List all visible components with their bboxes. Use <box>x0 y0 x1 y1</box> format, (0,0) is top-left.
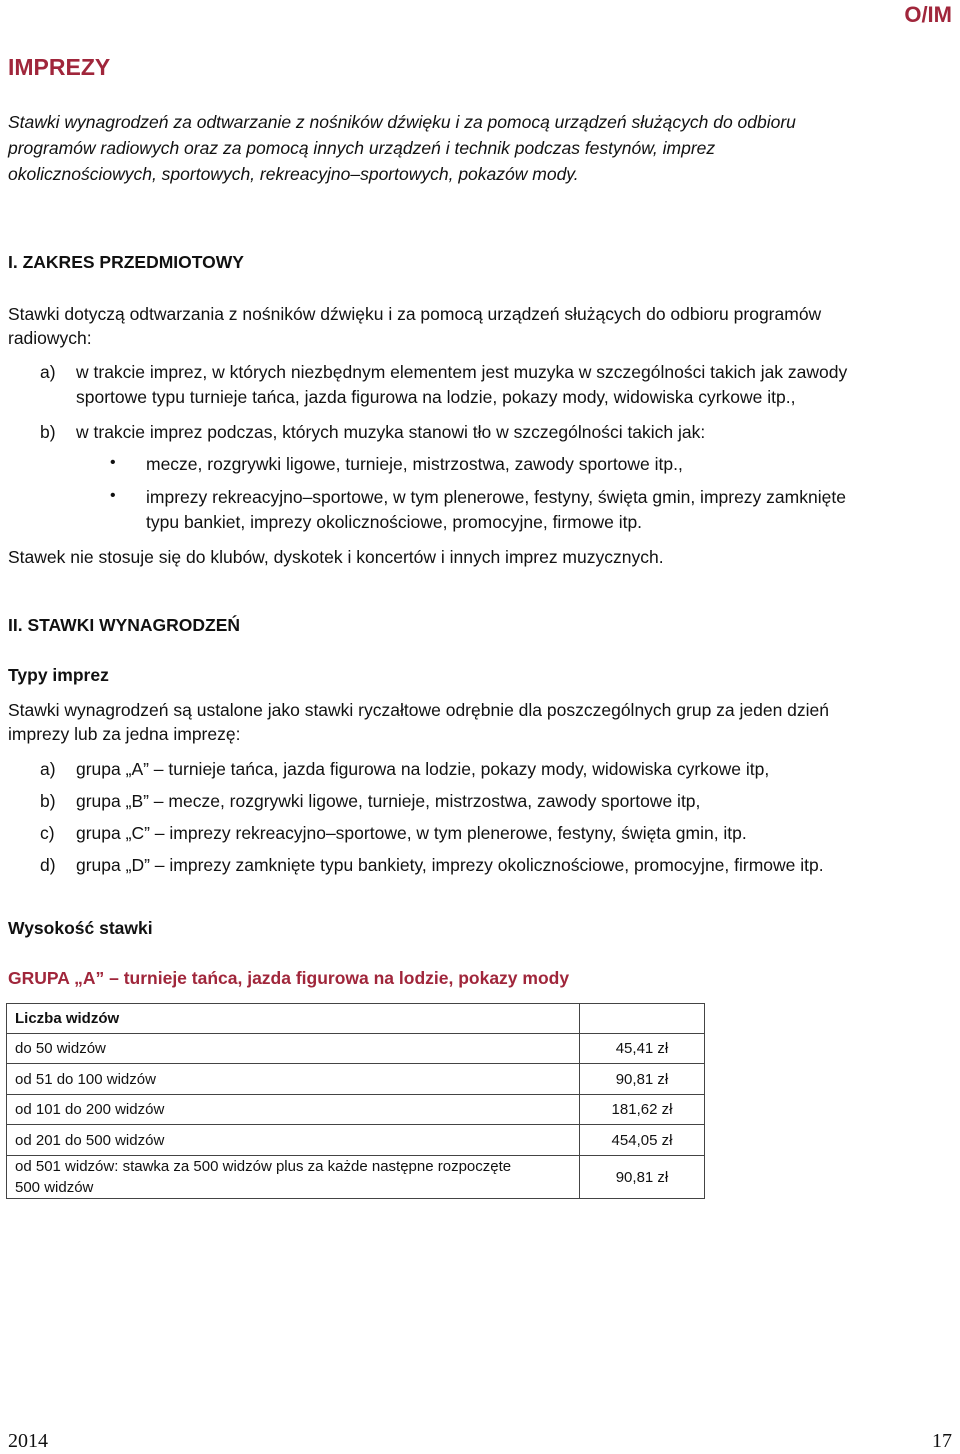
intro-line: Stawki wynagrodzeń za odtwarzanie z nośników dźwięku i za pomocą urządzeń służących do odbioru <box>8 112 796 132</box>
list-marker: a) <box>40 362 56 382</box>
types-subheading: Typy imprez <box>8 665 109 685</box>
rates-table <box>6 1003 705 1199</box>
table-header-cell <box>580 1004 705 1034</box>
table-cell-value: 454,05 zł <box>580 1125 705 1156</box>
lead-line: imprezy lub za jedna imprezę: <box>8 724 241 744</box>
bullet-item-line: imprezy rekreacyjno–sportowe, w tym plenerowe, festyny, święta gmin, imprezy zamknięte <box>146 487 846 507</box>
intro-paragraph <box>8 109 928 187</box>
list-marker: b) <box>40 422 56 442</box>
group-a-heading: GRUPA „A” – turnieje tańca, jazda figurowa na lodzie, pokazy mody <box>8 968 570 988</box>
table-row <box>7 1095 705 1125</box>
table-row <box>7 1125 705 1156</box>
list-item-line: w trakcie imprez podczas, których muzyka stanowi tło w szczególności takich jak: <box>76 422 706 442</box>
list-marker: b) <box>40 791 56 811</box>
section2-lead <box>8 698 954 746</box>
table-cell-label: od 51 do 100 widzów <box>7 1064 580 1095</box>
list-item-line: w trakcie imprez, w których niezbędnym elementem jest muzyka w szczególności takich jak zawody <box>76 362 848 382</box>
table-row <box>7 1034 705 1064</box>
bullet-item <box>146 485 956 535</box>
intro-line: programów radiowych oraz za pomocą innych urządzeń i technik podczas festynów, imprez <box>8 138 716 158</box>
page-title: IMPREZY <box>8 54 111 80</box>
table-cell-value: 181,62 zł <box>580 1095 705 1125</box>
lead-line: Stawki wynagrodzeń są ustalone jako stawki ryczałtowe odrębnie dla poszczególnych grup za jeden dzień <box>8 700 830 720</box>
section1-heading: I. ZAKRES PRZEDMIOTOWY <box>8 252 244 272</box>
footer-year: 2014 <box>8 1430 48 1452</box>
table-cell-label: od 201 do 500 widzów <box>7 1125 580 1156</box>
table-cell-value: 45,41 zł <box>580 1034 705 1064</box>
list-item-line: sportowe typu turnieje tańca, jazda figurowa na lodzie, pokazy mody, widowiska cyrkowe itp., <box>76 387 796 407</box>
table-cell-value: 90,81 zł <box>580 1156 705 1199</box>
intro-line: okolicznościowych, sportowych, rekreacyjno–sportowych, pokazów mody. <box>8 164 579 184</box>
group-item: grupa „A” – turnieje tańca, jazda figurowa na lodzie, pokazy mody, widowiska cyrkowe itp, <box>76 759 770 779</box>
table-cell-line: od 501 widzów: stawka za 500 widzów plus za każde następne rozpoczęte <box>15 1158 512 1175</box>
bullet-item-line: mecze, rozgrywki ligowe, turnieje, mistrzostwa, zawody sportowe itp., <box>146 454 683 474</box>
page-number: 17 <box>932 1430 952 1452</box>
section1-lead <box>8 302 954 350</box>
exclusion-note: Stawek nie stosuje się do klubów, dyskotek i koncertów i innych imprez muzycznych. <box>8 547 664 567</box>
table-cell-label <box>7 1156 580 1199</box>
group-item: grupa „B” – mecze, rozgrywki ligowe, turnieje, mistrzostwa, zawody sportowe itp, <box>76 791 701 811</box>
list-marker: d) <box>40 855 56 875</box>
group-item: grupa „D” – imprezy zamknięte typu bankiety, imprezy okolicznościowe, promocyjne, firmowe itp. <box>76 855 824 875</box>
lead-line: Stawki dotyczą odtwarzania z nośników dźwięku i za pomocą urządzeń służących do odbioru programów <box>8 304 822 324</box>
table-row <box>7 1156 705 1199</box>
bullet-item-line: typu bankiet, imprezy okolicznościowe, promocyjne, firmowe itp. <box>146 512 643 532</box>
table-cell-line: 500 widzów <box>15 1179 94 1196</box>
rate-heading: Wysokość stawki <box>8 918 153 938</box>
bullet-icon: • <box>110 487 116 504</box>
document-code: O/IM <box>904 2 952 27</box>
table-cell-label: od 101 do 200 widzów <box>7 1095 580 1125</box>
section2-heading: II. STAWKI WYNAGRODZEŃ <box>8 615 241 635</box>
list-item <box>76 420 956 445</box>
lead-line: radiowych: <box>8 328 92 348</box>
table-cell-label: do 50 widzów <box>7 1034 580 1064</box>
bullet-icon: • <box>110 454 116 471</box>
table-header-cell: Liczba widzów <box>7 1004 580 1034</box>
table-row <box>7 1064 705 1095</box>
list-marker: a) <box>40 759 56 779</box>
table-header-row <box>7 1004 705 1034</box>
bullet-item <box>146 452 683 477</box>
table-cell-value: 90,81 zł <box>580 1064 705 1095</box>
group-item: grupa „C” – imprezy rekreacyjno–sportowe, w tym plenerowe, festyny, święta gmin, itp. <box>76 823 747 843</box>
list-item <box>76 360 956 410</box>
list-marker: c) <box>40 823 55 843</box>
